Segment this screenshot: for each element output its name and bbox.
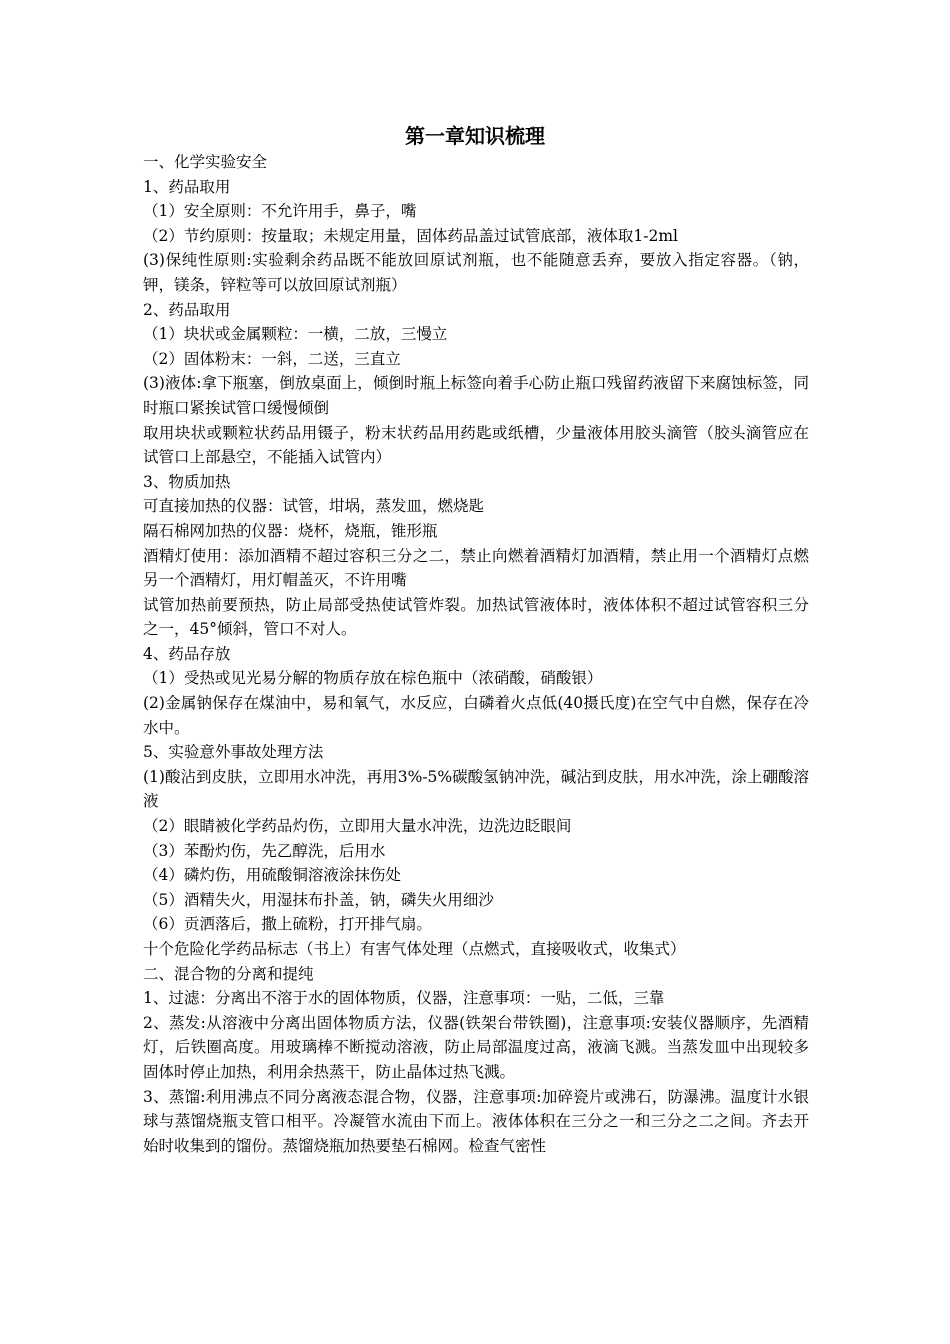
paragraph: 2、蒸发:从溶液中分离出固体物质方法，仪器(铁架台带铁圈)，注意事项:安装仪器顺序，先酒精灯，后铁圈高度。用玻璃棒不断搅动溶液，防止局部温度过高，液滴飞溅。当蒸发皿中出现较多固体时停止加热，利用余热蒸干，防止晶体过热飞溅。: [143, 1013, 809, 1081]
paragraph: 可直接加热的仪器：试管，坩埚，蒸发皿，燃烧匙: [143, 497, 485, 516]
paragraph: (1)酸沾到皮肤，立即用水冲洗，再用3%-5%碳酸氢钠冲洗，碱沾到皮肤，用水冲洗，涂上硼酸溶液: [143, 767, 809, 811]
paragraph: （5）酒精失火，用湿抹布扑盖，钠，磷失火用细沙: [143, 890, 494, 909]
subheading-reagent-taking-2: 2、药品取用: [143, 300, 231, 319]
subheading-heating: 3、物质加热: [143, 472, 231, 491]
paragraph: （3）苯酚灼伤，先乙醇洗，后用水: [143, 841, 386, 860]
section-heading-separation: 二、混合物的分离和提纯: [143, 964, 314, 983]
paragraph: 取用块状或颗粒状药品用镊子，粉末状药品用药匙或纸槽，少量液体用胶头滴管（胶头滴管应在试管口上部悬空，不能插入试管内）: [143, 423, 809, 467]
paragraph: （4）磷灼伤，用硫酸铜溶液涂抹伤处: [143, 866, 401, 885]
subheading-storage: 4、药品存放: [143, 644, 231, 663]
document-body: [143, 150, 809, 1158]
paragraph: (3)保纯性原则:实验剩余药品既不能放回原试剂瓶，也不能随意丢弃，要放入指定容器。（钠，钾，镁条，锌粒等可以放回原试剂瓶）: [143, 251, 809, 294]
paragraph: 试管加热前要预热，防止局部受热使试管炸裂。加热试管液体时，液体体积不超过试管容积三分之一，45°倾斜，管口不对人。: [143, 595, 809, 639]
paragraph: (2)金属钠保存在煤油中，易和氧气，水反应，白磷着火点低(40摄氏度)在空气中自燃，保存在冷水中。: [143, 694, 809, 737]
subheading-accidents: 5、实验意外事故处理方法: [143, 743, 324, 762]
paragraph: 十个危险化学药品标志（书上）有害气体处理（点燃式，直接吸收式，收集式）: [143, 940, 686, 958]
paragraph: （6）贡洒落后，撒上硫粉，打开排气扇。: [143, 915, 432, 934]
page-title: 第一章知识梳理: [405, 124, 545, 148]
paragraph: 3、蒸馏:利用沸点不同分离液态混合物，仪器，注意事项:加碎瓷片或沸石，防瀑沸。温度计水银球与蒸馏烧瓶支管口相平。冷凝管水流由下而上。液体体积在三分之一和三分之二之间。齐去开始时收集到的馏份。蒸馏烧瓶加热要垫石棉网。检查气密性: [143, 1087, 809, 1155]
subheading-reagent-taking: 1、药品取用: [143, 177, 231, 196]
paragraph: 1、过滤：分离出不溶于水的固体物质，仪器，注意事项：一贴，二低，三靠: [143, 989, 665, 1008]
paragraph: 隔石棉网加热的仪器：烧杯，烧瓶，锥形瓶: [143, 521, 438, 540]
section-heading-lab-safety: 一、化学实验安全: [143, 153, 268, 171]
paragraph: （1）安全原则：不允许用手，鼻子，嘴: [143, 202, 417, 221]
paragraph: （1）块状或金属颗粒：一横，二放，三慢立: [143, 325, 448, 344]
paragraph: （1）受热或见光易分解的物质存放在棕色瓶中（浓硝酸，硝酸银）: [143, 669, 603, 688]
paragraph: （2）节约原则：按量取；未规定用量，固体药品盖过试管底部，液体取1-2ml: [143, 226, 678, 245]
paragraph: （2）固体粉末：一斜，二送，三直立: [143, 349, 401, 368]
paragraph: 酒精灯使用：添加酒精不超过容积三分之二，禁止向燃着酒精灯加酒精，禁止用一个酒精灯点燃另一个酒精灯，用灯帽盖灭，不许用嘴: [143, 546, 809, 590]
paragraph: （2）眼睛被化学药品灼伤，立即用大量水冲洗，边洗边眨眼间: [143, 817, 572, 836]
paragraph: (3)液体:拿下瓶塞，倒放桌面上，倾倒时瓶上标签向着手心防止瓶口残留药液留下来腐蚀标签，同时瓶口紧挨试管口缓慢倾倒: [143, 374, 809, 417]
